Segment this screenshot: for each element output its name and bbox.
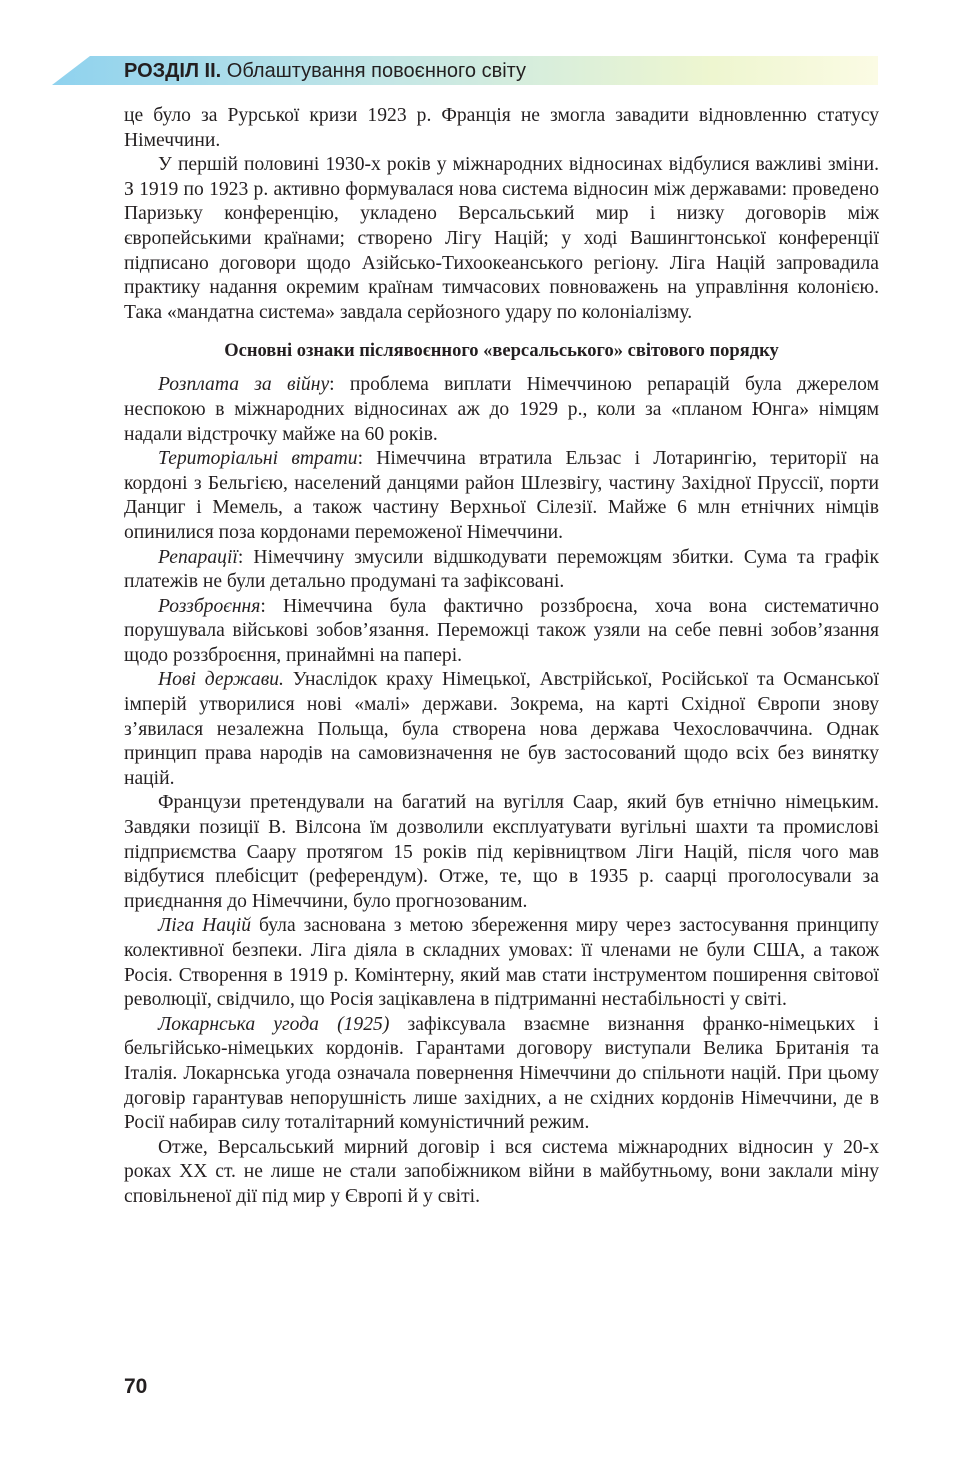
paragraph-conclusion: Отже, Версальський мирний договір і вся система міжнародних відносин у 20-х роках XX ст. не лише не стали запобіжником війни в майбутньому, вони заклали міну сповільненої дії під мир у Європі й у світі. xyxy=(124,1136,879,1207)
feature-text: зафіксувала взаємне визнання франко-німецьких і бельгійсько-німецьких кордонів. Гарантами договору виступали Велика Британія та Італія. Локарнська угода означала повернення Німеччини до спільноти націй. При цьому договір гарантував непорушність лише західних, а не східних кордонів Німеччини, де в Росії набирав силу тоталітарний комуністичний режим. xyxy=(124,1013,879,1134)
feature-term: Локарнська угода (1925) xyxy=(158,1013,390,1035)
page-body xyxy=(124,104,879,1210)
feature-text: : Німеччину змусили відшкодувати переможцям збитки. Сума та графік платежів не були детально продумані та зафіксовані. xyxy=(124,546,879,593)
feature-paragraph xyxy=(124,914,879,1012)
section-title: Облаштування повоєнного світу xyxy=(226,60,527,82)
feature-text: : Німеччина була фактично роззброєна, хоча вона систематично порушувала військові зобов’язання. Переможці також узяли на себе певні зобов’язання щодо роззброєння, принаймні на папері. xyxy=(124,595,879,666)
feature-paragraph xyxy=(124,447,879,545)
feature-text: Унаслідок краху Німецької, Австрійської, Російської та Османської імперій утворилися нові «малі» держави. Зокрема, на карті Східної Європи знову з’явилася незалежна Польща, була створена нова держава Чехословаччина. Однак принцип права народів на самовизначення не був застосований щодо всіх без винятку націй. xyxy=(124,669,879,789)
feature-term: Територіальні втрати xyxy=(158,448,358,470)
feature-term: Репарації xyxy=(158,546,238,568)
feature-paragraph xyxy=(124,595,879,669)
feature-paragraph xyxy=(124,668,879,791)
page-number: 70 xyxy=(124,1375,148,1398)
paragraph-saar: Французи претендували на багатий на вугілля Саар, який був етнічно німецьким. Завдяки позиції В. Вілсона їм дозволили експлуатувати вугільні шахти та промислові підприємства Саару протягом 15 років під керівництвом Ліги Націй, після чого мав відбутися плебісцит (референдум). Отже, те, що в 1935 р. саарці проголосували за приєднання до Німеччини, було прогнозованим. xyxy=(124,792,879,912)
feature-term: Роззброєння xyxy=(158,595,261,617)
paragraph-intro: У першій половині 1930-х років у міжнародних відносинах відбулися важливі зміни. З 1919 по 1923 р. активно формувалася нова система відносин між державами: проведено Паризьку конференцію, укладено Версальський мир і низку договорів між європейськими країнами; створено Лігу Націй; у ході Вашингтонської конференції підписано договори щодо Азійсько-Тихоокеанського регіону. Ліга Націй запровадила практику надання окремим країнам тимчасових повноважень на управління колонією. Така «мандатна система» завдала серйозного удару по колоніалізму. xyxy=(124,154,879,323)
feature-paragraph xyxy=(124,546,879,595)
paragraph-continuation: це було за Рурської кризи 1923 р. Франція не змогла завадити відновленню статусу Німеччини. xyxy=(124,105,879,151)
feature-text: : Німеччина втратила Ельзас і Лотарингію, території на кордоні з Бельгією, населений данцями район Шлезвігу, частину Західної Пруссії, порти Данциг і Мемель, а також частину Верхньої Сілезії. Майже 6 млн етнічних німців опинилися поза кордонами переможеної Німеччини. xyxy=(124,448,879,543)
feature-term: Розплата за війну xyxy=(158,374,330,396)
subheading: Основні ознаки післявоєнного «версальського» світового порядку xyxy=(224,341,779,362)
feature-paragraph xyxy=(124,373,879,447)
feature-text: була заснована з метою збереження миру через застосування принципу колективної безпеки. Ліга діяла в складних умовах: її членами не були США, а також Росія. Створення в 1919 р. Комінтерну, який мав стати інструментом поширення світової революції, свідчило, що Росія зацікавлена в підтриманні нестабільності у світі. xyxy=(124,915,879,1011)
feature-paragraph xyxy=(124,1013,879,1136)
feature-term: Нові держави. xyxy=(158,669,284,691)
feature-term: Ліга Націй xyxy=(158,915,252,937)
section-label: РОЗДІЛ II. xyxy=(124,60,222,82)
section-header xyxy=(124,60,526,82)
feature-text: : проблема виплати Німеччиною репарацій була джерелом неспокою в міжнародних відносинах аж до 1929 р., коли за «планом Юнга» німцям надали відстрочку майже на 60 років. xyxy=(124,374,879,445)
